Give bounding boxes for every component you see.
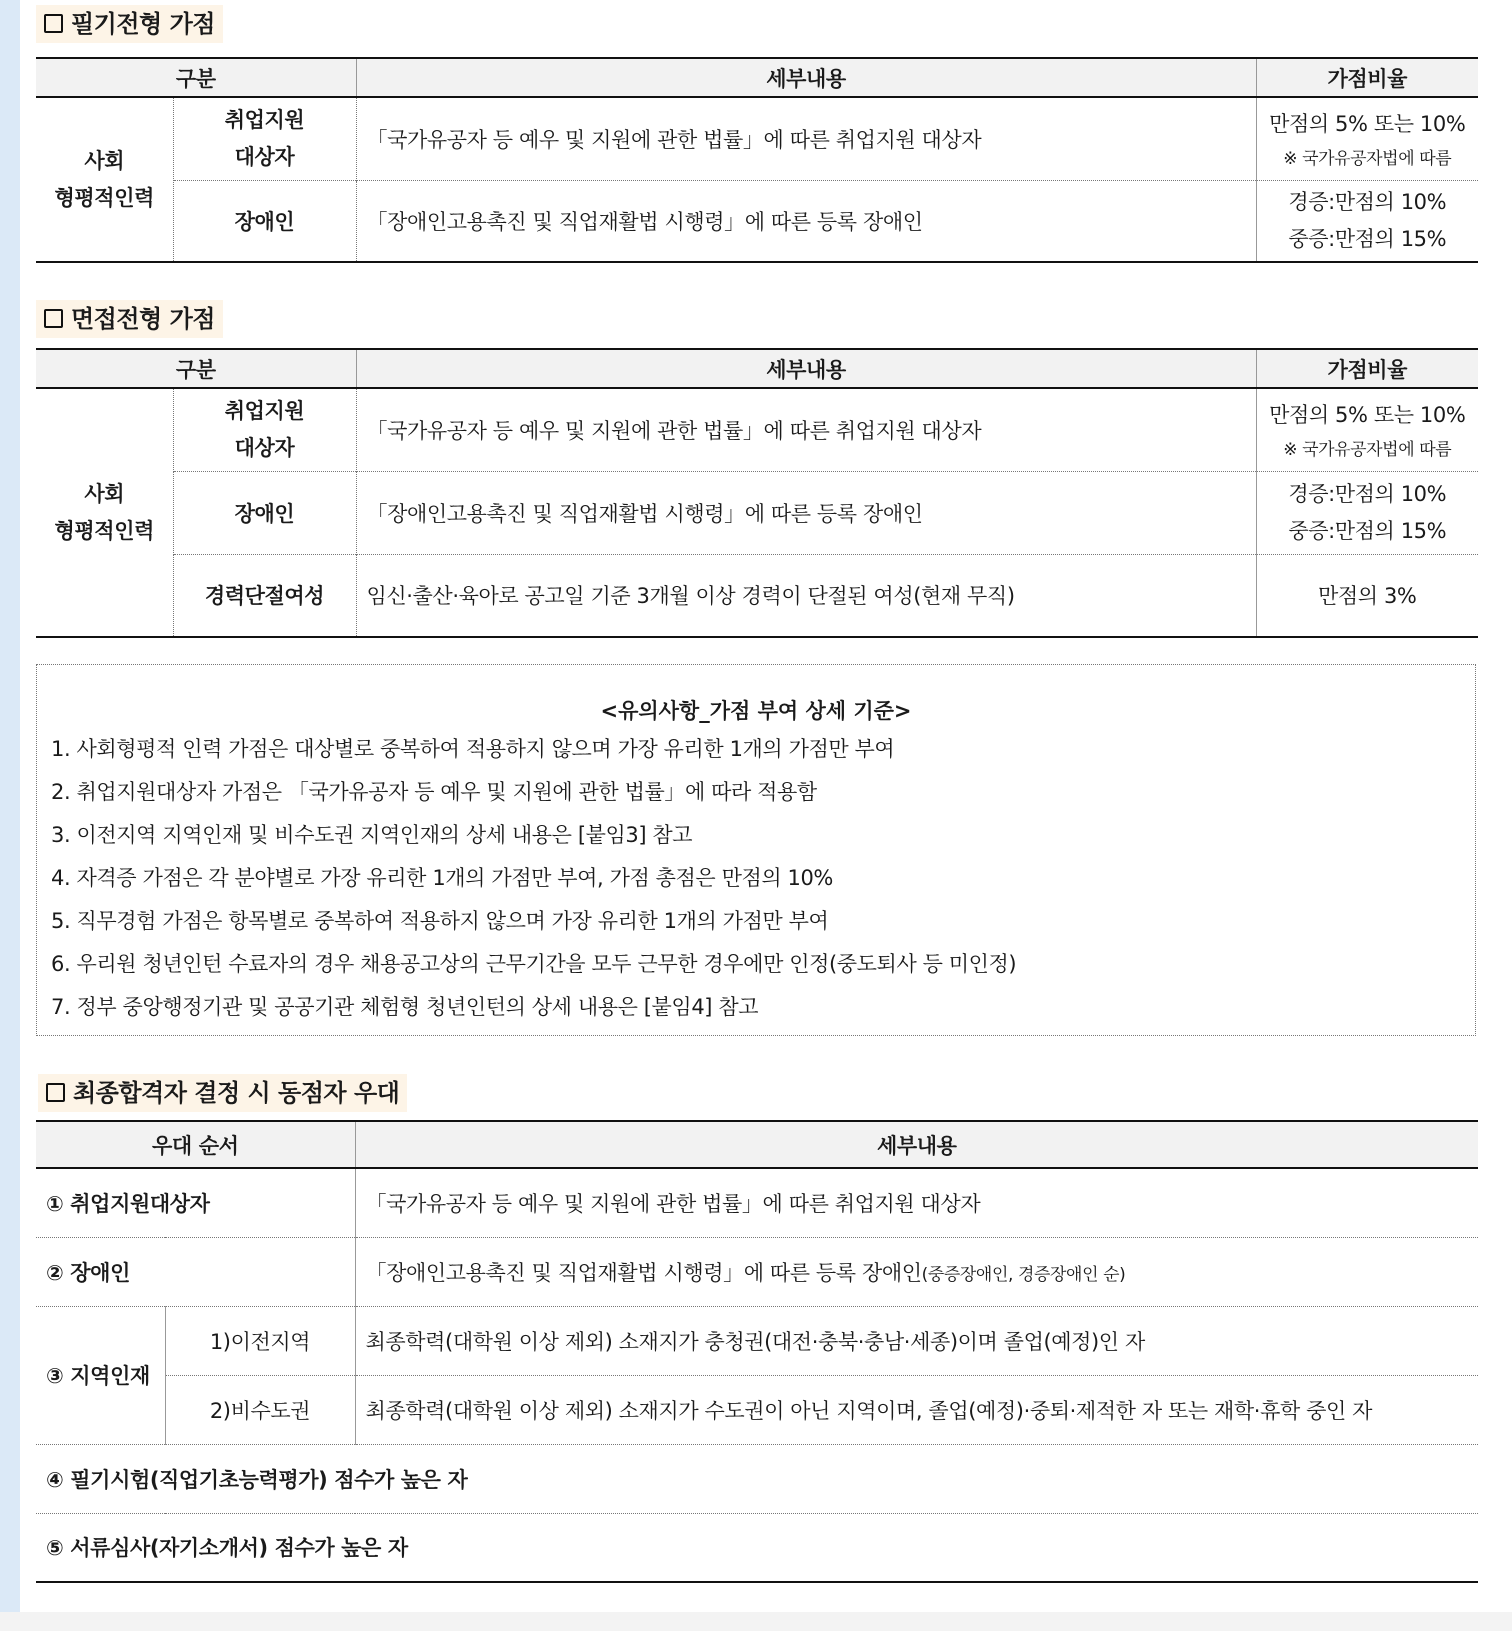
section-title: 최종합격자 결정 시 동점자 우대 <box>73 1079 400 1107</box>
section-title: 필기전형 가점 <box>71 10 215 38</box>
row-detail: 「장애인고용촉진 및 직업재활법 시행령」에 따른 등록 장애인 <box>356 471 1256 554</box>
tiebreak-label: ① 취업지원대상자 <box>36 1168 355 1237</box>
notes-item: 1. 사회형평적 인력 가점은 대상별로 중복하여 적용하지 않으며 가장 유리한 1개의 가점만 부여 <box>51 737 895 761</box>
tiebreak-detail: 「국가유공자 등 예우 및 지원에 관한 법률」에 따른 취업지원 대상자 <box>365 1191 981 1216</box>
rate-note: 중증:만점의 15% <box>1288 226 1447 251</box>
header-rate: 가점비율 <box>1256 58 1478 97</box>
checkbox-square-icon <box>44 14 63 33</box>
header-category: 구분 <box>36 349 356 388</box>
group-label: 사회 형평적인력 <box>36 97 173 262</box>
row-detail: 「국가유공자 등 예우 및 지원에 관한 법률」에 따른 취업지원 대상자 <box>356 97 1256 180</box>
row-detail: 임신·출산·육아로 공고일 기준 3개월 이상 경력이 단절된 여성(현재 무직) <box>356 554 1256 637</box>
interview-bonus-table <box>36 348 1478 638</box>
header-order: 우대 순서 <box>36 1121 355 1168</box>
rate-main: 만점의 5% 또는 10% <box>1269 403 1466 428</box>
rate-main: 경증:만점의 10% <box>1288 481 1447 506</box>
rate-note: ※ 국가유공자법에 따름 <box>1283 149 1452 170</box>
row-detail: 「국가유공자 등 예우 및 지원에 관한 법률」에 따른 취업지원 대상자 <box>356 388 1256 471</box>
row-label: 취업지원 대상자 <box>173 97 356 180</box>
notes-item: 2. 취업지원대상자 가점은 「국가유공자 등 예우 및 지원에 관한 법률」에 따라 적용함 <box>51 780 817 804</box>
header-detail: 세부내용 <box>355 1121 1478 1168</box>
bottom-bar <box>0 1612 1512 1631</box>
rate-note: ※ 국가유공자법에 따름 <box>1283 440 1452 461</box>
row-rate <box>1256 471 1478 554</box>
row-rate: 만점의 3% <box>1318 584 1417 609</box>
row-label: 장애인 <box>173 471 356 554</box>
tiebreak-sublabel: 2)비수도권 <box>165 1375 355 1444</box>
row-rate <box>1256 97 1478 180</box>
row-rate <box>1256 180 1478 262</box>
section-heading-interview-bonus <box>36 300 223 338</box>
detail-note: (중증장애인, 경증장애인 순) <box>921 1264 1126 1285</box>
tiebreak-table <box>36 1120 1478 1583</box>
tiebreak-detail: 최종학력(대학원 이상 제외) 소재지가 수도권이 아닌 지역이며, 졸업(예정)·중퇴·제적한 자 또는 재학·휴학 중인 자 <box>365 1398 1373 1423</box>
tiebreak-label: ⑤ 서류심사(자기소개서) 점수가 높은 자 <box>46 1536 408 1561</box>
notes-box <box>36 664 1476 1036</box>
tiebreak-label: ③ 지역인재 <box>36 1306 165 1444</box>
header-rate: 가점비율 <box>1256 349 1478 388</box>
detail-text: 「장애인고용촉진 및 직업재활법 시행령」에 따른 등록 장애인 <box>365 1260 922 1285</box>
tiebreak-detail: 최종학력(대학원 이상 제외) 소재지가 충청권(대전·충북·충남·세종)이며 졸업(예정)인 자 <box>365 1329 1145 1354</box>
row-label: 취업지원 대상자 <box>173 388 356 471</box>
tiebreak-label: ② 장애인 <box>36 1237 355 1306</box>
checkbox-square-icon <box>44 309 63 328</box>
section-title: 면접전형 가점 <box>71 305 215 333</box>
row-detail: 「장애인고용촉진 및 직업재활법 시행령」에 따른 등록 장애인 <box>356 180 1256 262</box>
tiebreak-detail <box>355 1237 1478 1306</box>
rate-main: 경증:만점의 10% <box>1288 189 1447 214</box>
row-label: 장애인 <box>173 180 356 262</box>
rate-note: 중증:만점의 15% <box>1288 518 1447 543</box>
tiebreak-label: ④ 필기시험(직업기초능력평가) 점수가 높은 자 <box>46 1467 468 1492</box>
notes-item: 3. 이전지역 지역인재 및 비수도권 지역인재의 상세 내용은 [붙임3] 참고 <box>51 823 693 847</box>
header-category: 구분 <box>36 58 356 97</box>
row-rate <box>1256 388 1478 471</box>
notes-title: <유의사항_가점 부여 상세 기준> <box>600 699 912 723</box>
written-bonus-table <box>36 57 1478 263</box>
notes-item: 6. 우리원 청년인턴 수료자의 경우 채용공고상의 근무기간을 모두 근무한 경우에만 인정(중도퇴사 등 미인정) <box>51 952 1017 976</box>
notes-item: 7. 정부 중앙행정기관 및 공공기관 체험형 청년인턴의 상세 내용은 [붙임4] 참고 <box>51 995 759 1019</box>
row-label: 경력단절여성 <box>173 554 356 637</box>
group-label: 사회 형평적인력 <box>36 388 173 637</box>
section-heading-tiebreak <box>38 1074 407 1112</box>
left-accent-bar <box>0 0 20 1631</box>
section-heading-written-bonus <box>36 5 223 43</box>
rate-main: 만점의 5% 또는 10% <box>1269 112 1466 137</box>
header-detail: 세부내용 <box>356 58 1256 97</box>
notes-item: 5. 직무경험 가점은 항목별로 중복하여 적용하지 않으며 가장 유리한 1개의 가점만 부여 <box>51 909 829 933</box>
checkbox-square-icon <box>46 1083 65 1102</box>
tiebreak-sublabel: 1)이전지역 <box>165 1306 355 1375</box>
header-detail: 세부내용 <box>356 349 1256 388</box>
notes-item: 4. 자격증 가점은 각 분야별로 가장 유리한 1개의 가점만 부여, 가점 총점은 만점의 10% <box>51 866 833 890</box>
